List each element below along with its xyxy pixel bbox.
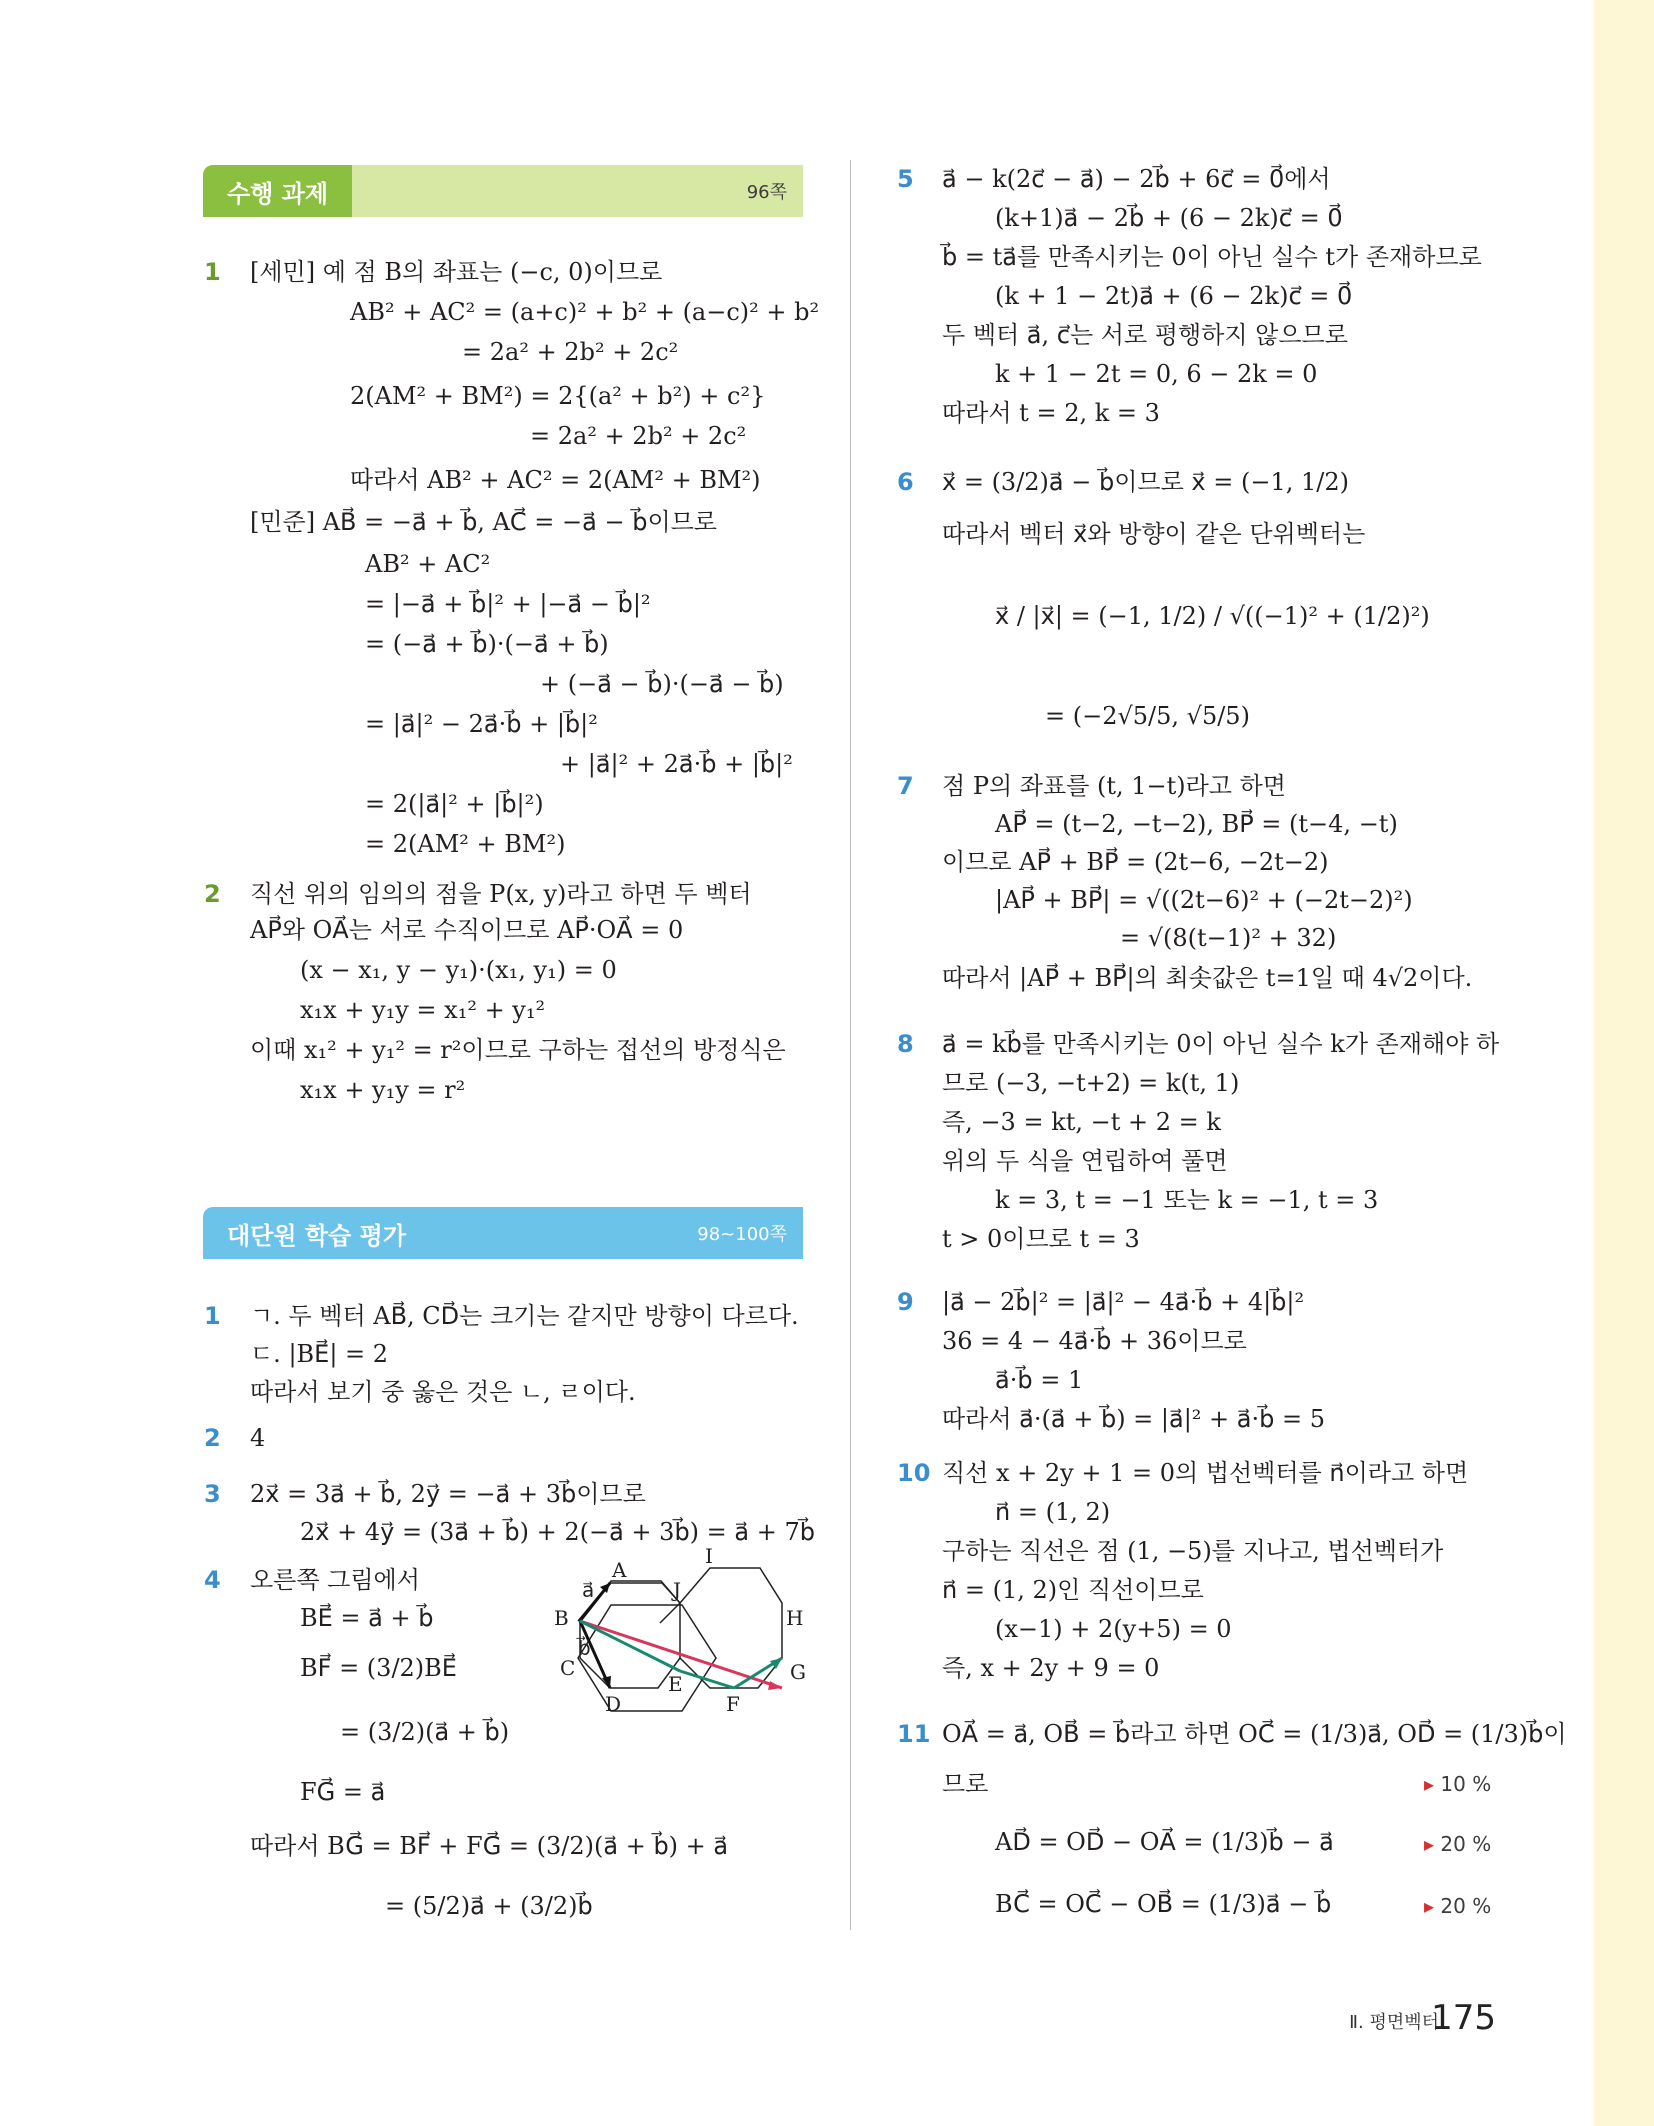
- p5-line: (k+1)a⃗ − 2b⃗ + (6 − 2k)c⃗ = 0⃗: [995, 204, 1343, 232]
- p8-line: 위의 두 식을 연립하여 풀면: [942, 1147, 1228, 1175]
- banner-unit-assessment: [203, 1207, 803, 1259]
- score-percent: ▸ 20 %: [1424, 1828, 1491, 1860]
- task1-line: = 2a² + 2b² + 2c²: [530, 422, 747, 450]
- task1-line: = 2(AM² + BM²): [365, 830, 566, 858]
- point-label: E: [668, 1672, 683, 1696]
- task1-line: [민준] AB⃗ = −a⃗ + b⃗, AC⃗ = −a⃗ − b⃗이므로: [250, 508, 717, 536]
- p10-line: 구하는 직선은 점 (1, −5)를 지나고, 법선벡터가: [942, 1537, 1444, 1565]
- task1-line: = 2a² + 2b² + 2c²: [462, 338, 679, 366]
- task1-line: = |−a⃗ + b⃗|² + |−a⃗ − b⃗|²: [365, 590, 651, 618]
- task1-line: AB² + AC² = (a+c)² + b² + (a−c)² + b²: [350, 298, 820, 326]
- point-label: B: [554, 1606, 569, 1630]
- p9-line: a⃗·b⃗ = 1: [995, 1366, 1084, 1394]
- eval4-line: = (5/2)a⃗ + (3/2)b⃗: [385, 1892, 593, 1920]
- eval4-line: BE⃗ = a⃗ + b⃗: [300, 1604, 434, 1632]
- point-label: D: [605, 1692, 622, 1716]
- problem-number: 4: [204, 1566, 221, 1594]
- banner-performance-task: [203, 165, 803, 217]
- p7-line: 점 P의 좌표를 (t, 1−t)라고 하면: [942, 772, 1286, 800]
- p6-line: = (−2√5/5, √5/5): [1045, 702, 1250, 730]
- vector-b-label: b⃗: [578, 1636, 591, 1660]
- problem-number: 10: [897, 1459, 931, 1487]
- p7-line: |AP⃗ + BP⃗| = √((2t−6)² + (−2t−2)²): [995, 886, 1413, 914]
- p8-line: a⃗ = kb⃗를 만족시키는 0이 아닌 실수 k가 존재해야 하: [942, 1030, 1500, 1058]
- task1-line: + |a⃗|² + 2a⃗·b⃗ + |b⃗|²: [560, 750, 793, 778]
- problem-number: 1: [204, 1302, 221, 1330]
- p8-line: k = 3, t = −1 또는 k = −1, t = 3: [995, 1186, 1379, 1214]
- eval4-line: = (3/2)(a⃗ + b⃗): [340, 1718, 510, 1746]
- task2-line: (x − x₁, y − y₁)·(x₁, y₁) = 0: [300, 956, 617, 984]
- p11-line: 므로: [942, 1770, 989, 1798]
- vector-a-label: a⃗: [582, 1578, 595, 1602]
- point-label: F: [726, 1692, 740, 1716]
- p11-line: BC⃗ = OC⃗ − OB⃗ = (1/3)a⃗ − b⃗: [995, 1890, 1332, 1918]
- p8-line: t > 0이므로 t = 3: [942, 1225, 1140, 1253]
- eval3-line: 2x⃗ + 4y⃗ = (3a⃗ + b⃗) + 2(−a⃗ + 3b⃗) = a⃗ + 7b⃗: [300, 1518, 815, 1546]
- eval2-line: 4: [250, 1424, 266, 1452]
- point-label: I: [705, 1544, 713, 1568]
- p5-line: (k + 1 − 2t)a⃗ + (6 − 2k)c⃗ = 0⃗: [995, 282, 1353, 310]
- problem-number: 3: [204, 1480, 221, 1508]
- task1-line: [세민] 예 점 B의 좌표는 (−c, 0)이므로: [250, 258, 663, 286]
- eval4-line: 오른쪽 그림에서: [250, 1566, 420, 1594]
- task-number: 2: [204, 880, 221, 908]
- column-divider: [850, 160, 851, 1930]
- p9-line: 36 = 4 − 4a⃗·b⃗ + 36이므로: [942, 1327, 1247, 1355]
- task2-line: x₁x + y₁y = r²: [300, 1076, 466, 1104]
- p5-line: 두 벡터 a⃗, c⃗는 서로 평행하지 않으므로: [942, 321, 1348, 349]
- point-label: H: [786, 1606, 804, 1630]
- p7-line: AP⃗ = (t−2, −t−2), BP⃗ = (t−4, −t): [995, 810, 1398, 838]
- task1-line: = (−a⃗ + b⃗)·(−a⃗ + b⃗): [365, 630, 609, 658]
- p8-line: 므로 (−3, −t+2) = k(t, 1): [942, 1069, 1240, 1097]
- banner-page-ref: 96쪽: [746, 182, 787, 203]
- problem-number: 2: [204, 1424, 221, 1452]
- vector-be-arrow: [580, 1621, 680, 1671]
- point-label: G: [790, 1660, 806, 1684]
- task2-line: x₁x + y₁y = x₁² + y₁²: [300, 996, 546, 1024]
- p10-line: n⃗ = (1, 2)인 직선이므로: [942, 1576, 1204, 1604]
- problem-number: 7: [897, 772, 914, 800]
- problem-number: 9: [897, 1288, 914, 1316]
- task1-line: = |a⃗|² − 2a⃗·b⃗ + |b⃗|²: [365, 710, 598, 738]
- p10-line: n⃗ = (1, 2): [995, 1498, 1111, 1526]
- task2-line: AP⃗와 OA⃗는 서로 수직이므로 AP⃗·OA⃗ = 0: [250, 916, 684, 944]
- p6-line: x⃗ / |x⃗| = (−1, 1/2) / √((−1)² + (1/2)²): [995, 602, 1430, 630]
- footer-section-title: Ⅱ. 평면벡터: [1349, 2012, 1439, 2033]
- p7-line: 따라서 |AP⃗ + BP⃗|의 최솟값은 t=1일 때 4√2이다.: [942, 964, 1473, 992]
- problem-number: 5: [897, 165, 914, 193]
- p7-line: 이므로 AP⃗ + BP⃗ = (2t−6, −2t−2): [942, 848, 1329, 876]
- eval3-line: 2x⃗ = 3a⃗ + b⃗, 2y⃗ = −a⃗ + 3b⃗이므로: [250, 1480, 646, 1508]
- p5-line: 따라서 t = 2, k = 3: [942, 399, 1160, 427]
- eval4-line: BF⃗ = (3/2)BE⃗: [300, 1654, 457, 1682]
- task1-line: 2(AM² + BM²) = 2{(a² + b²) + c²}: [350, 382, 766, 410]
- p6-line: 따라서 벡터 x⃗와 방향이 같은 단위벡터는: [942, 520, 1366, 548]
- score-percent: ▸ 10 %: [1424, 1768, 1491, 1800]
- banner-page-ref: 98~100쪽: [697, 1224, 787, 1245]
- side-margin-strip: [1594, 0, 1654, 2126]
- hexagon-vector-figure: [550, 1544, 820, 1743]
- task-number: 1: [204, 258, 221, 286]
- p7-line: = √(8(t−1)² + 32): [1120, 924, 1337, 952]
- p5-line: k + 1 − 2t = 0, 6 − 2k = 0: [995, 360, 1318, 388]
- task2-line: 이때 x₁² + y₁² = r²이므로 구하는 접선의 방정식은: [250, 1036, 786, 1064]
- p5-line: b⃗ = ta⃗를 만족시키는 0이 아닌 실수 t가 존재하므로: [942, 243, 1482, 271]
- eval4-line: FG⃗ = a⃗: [300, 1778, 386, 1806]
- mid-join: [660, 1603, 680, 1623]
- p10-line: (x−1) + 2(y+5) = 0: [995, 1615, 1232, 1643]
- task1-line: 따라서 AB² + AC² = 2(AM² + BM²): [350, 466, 761, 494]
- banner-title: 대단원 학습 평가: [227, 1221, 406, 1250]
- p10-line: 즉, x + 2y + 9 = 0: [942, 1654, 1160, 1682]
- problem-number: 11: [897, 1720, 931, 1748]
- point-label: A: [612, 1558, 627, 1582]
- p5-line: a⃗ − k(2c⃗ − a⃗) − 2b⃗ + 6c⃗ = 0⃗에서: [942, 165, 1331, 193]
- eval4-line: 따라서 BG⃗ = BF⃗ + FG⃗ = (3/2)(a⃗ + b⃗) + a⃗: [250, 1832, 729, 1860]
- task1-line: + (−a⃗ − b⃗)·(−a⃗ − b⃗): [540, 670, 784, 698]
- p10-line: 직선 x + 2y + 1 = 0의 법선벡터를 n⃗이라고 하면: [942, 1459, 1469, 1487]
- eval1-line: ㄱ. 두 벡터 AB⃗, CD⃗는 크기는 같지만 방향이 다르다.: [250, 1302, 799, 1330]
- task1-line: AB² + AC²: [365, 550, 491, 578]
- p9-line: |a⃗ − 2b⃗|² = |a⃗|² − 4a⃗·b⃗ + 4|b⃗|²: [942, 1288, 1305, 1316]
- page-number: 175: [1431, 1998, 1496, 2038]
- p6-line: x⃗ = (3/2)a⃗ − b⃗이므로 x⃗ = (−1, 1/2): [942, 468, 1349, 496]
- task2-line: 직선 위의 임의의 점을 P(x, y)라고 하면 두 벡터: [250, 880, 752, 908]
- task1-line: = 2(|a⃗|² + |b⃗|²): [365, 790, 544, 818]
- eval1-line: 따라서 보기 중 옳은 것은 ㄴ, ㄹ이다.: [250, 1378, 636, 1406]
- problem-number: 6: [897, 468, 914, 496]
- p9-line: 따라서 a⃗·(a⃗ + b⃗) = |a⃗|² + a⃗·b⃗ = 5: [942, 1405, 1325, 1433]
- score-percent: ▸ 20 %: [1424, 1890, 1491, 1922]
- p11-line: OA⃗ = a⃗, OB⃗ = b⃗라고 하면 OC⃗ = (1/3)a⃗, OD⃗ = (1/3)b⃗이: [942, 1720, 1567, 1748]
- banner-title: 수행 과제: [203, 165, 352, 217]
- p11-line: AD⃗ = OD⃗ − OA⃗ = (1/3)b⃗ − a⃗: [995, 1828, 1334, 1856]
- problem-number: 8: [897, 1030, 914, 1058]
- point-label: J: [673, 1578, 682, 1602]
- eval1-line: ㄷ. |BE⃗| = 2: [250, 1340, 389, 1368]
- p8-line: 즉, −3 = kt, −t + 2 = k: [942, 1108, 1221, 1136]
- point-label: C: [560, 1656, 576, 1680]
